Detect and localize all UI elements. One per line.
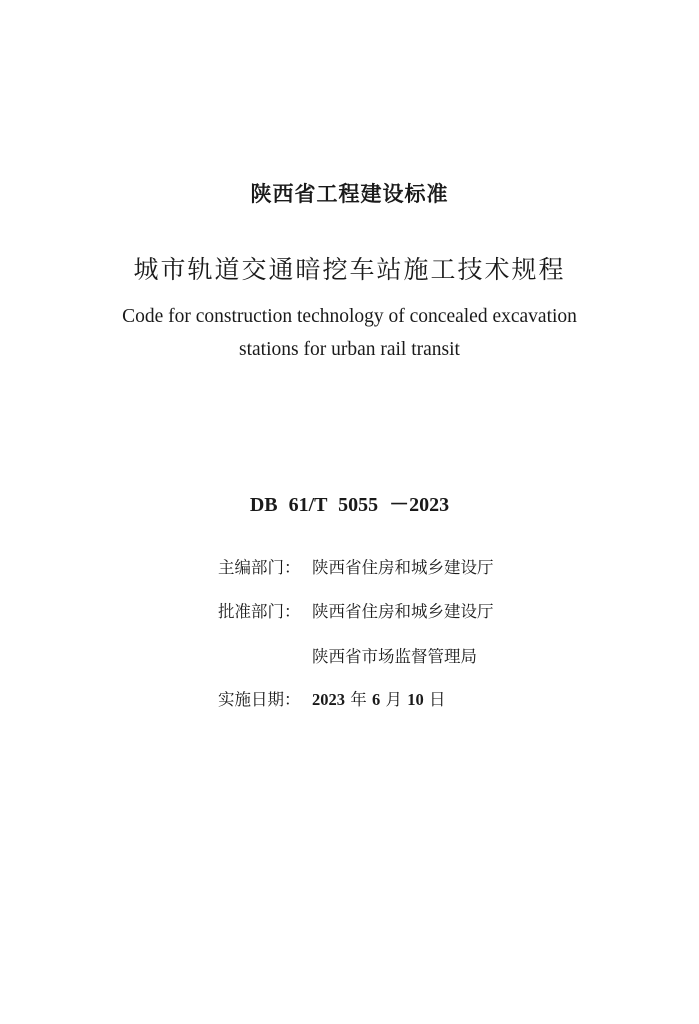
date-year-unit: 年	[345, 690, 372, 709]
compiler-value: 陕西省住房和城乡建设厅	[312, 558, 494, 577]
approver-value-1: 陕西省住房和城乡建设厅	[312, 602, 494, 621]
date-day-unit: 日	[423, 690, 446, 709]
date-month-unit: 月	[380, 690, 408, 709]
authority-title: 陕西省工程建设标准	[250, 182, 449, 206]
date-label: 实施日期：	[218, 690, 301, 709]
date-month: 6	[372, 690, 381, 709]
compiler-label: 主编部门：	[218, 558, 301, 577]
standard-code: DB 61/T 5055 －2023	[249, 494, 450, 516]
approver-row-2	[218, 643, 477, 667]
date-year: 2023	[312, 690, 345, 709]
implementation-date-row	[218, 686, 446, 710]
compiler-row	[218, 554, 494, 578]
approver-label: 批准部门：	[218, 602, 301, 621]
approver-value-2: 陕西省市场监督管理局	[312, 647, 477, 666]
chinese-title: 城市轨道交通暗挖车站施工技术规程	[133, 255, 566, 284]
date-day: 10	[407, 690, 424, 709]
english-title-line-2: stations for urban rail transit	[239, 339, 460, 360]
approver-row	[218, 598, 494, 622]
english-title-line-1: Code for construction technology of concealed excavation	[122, 306, 577, 327]
